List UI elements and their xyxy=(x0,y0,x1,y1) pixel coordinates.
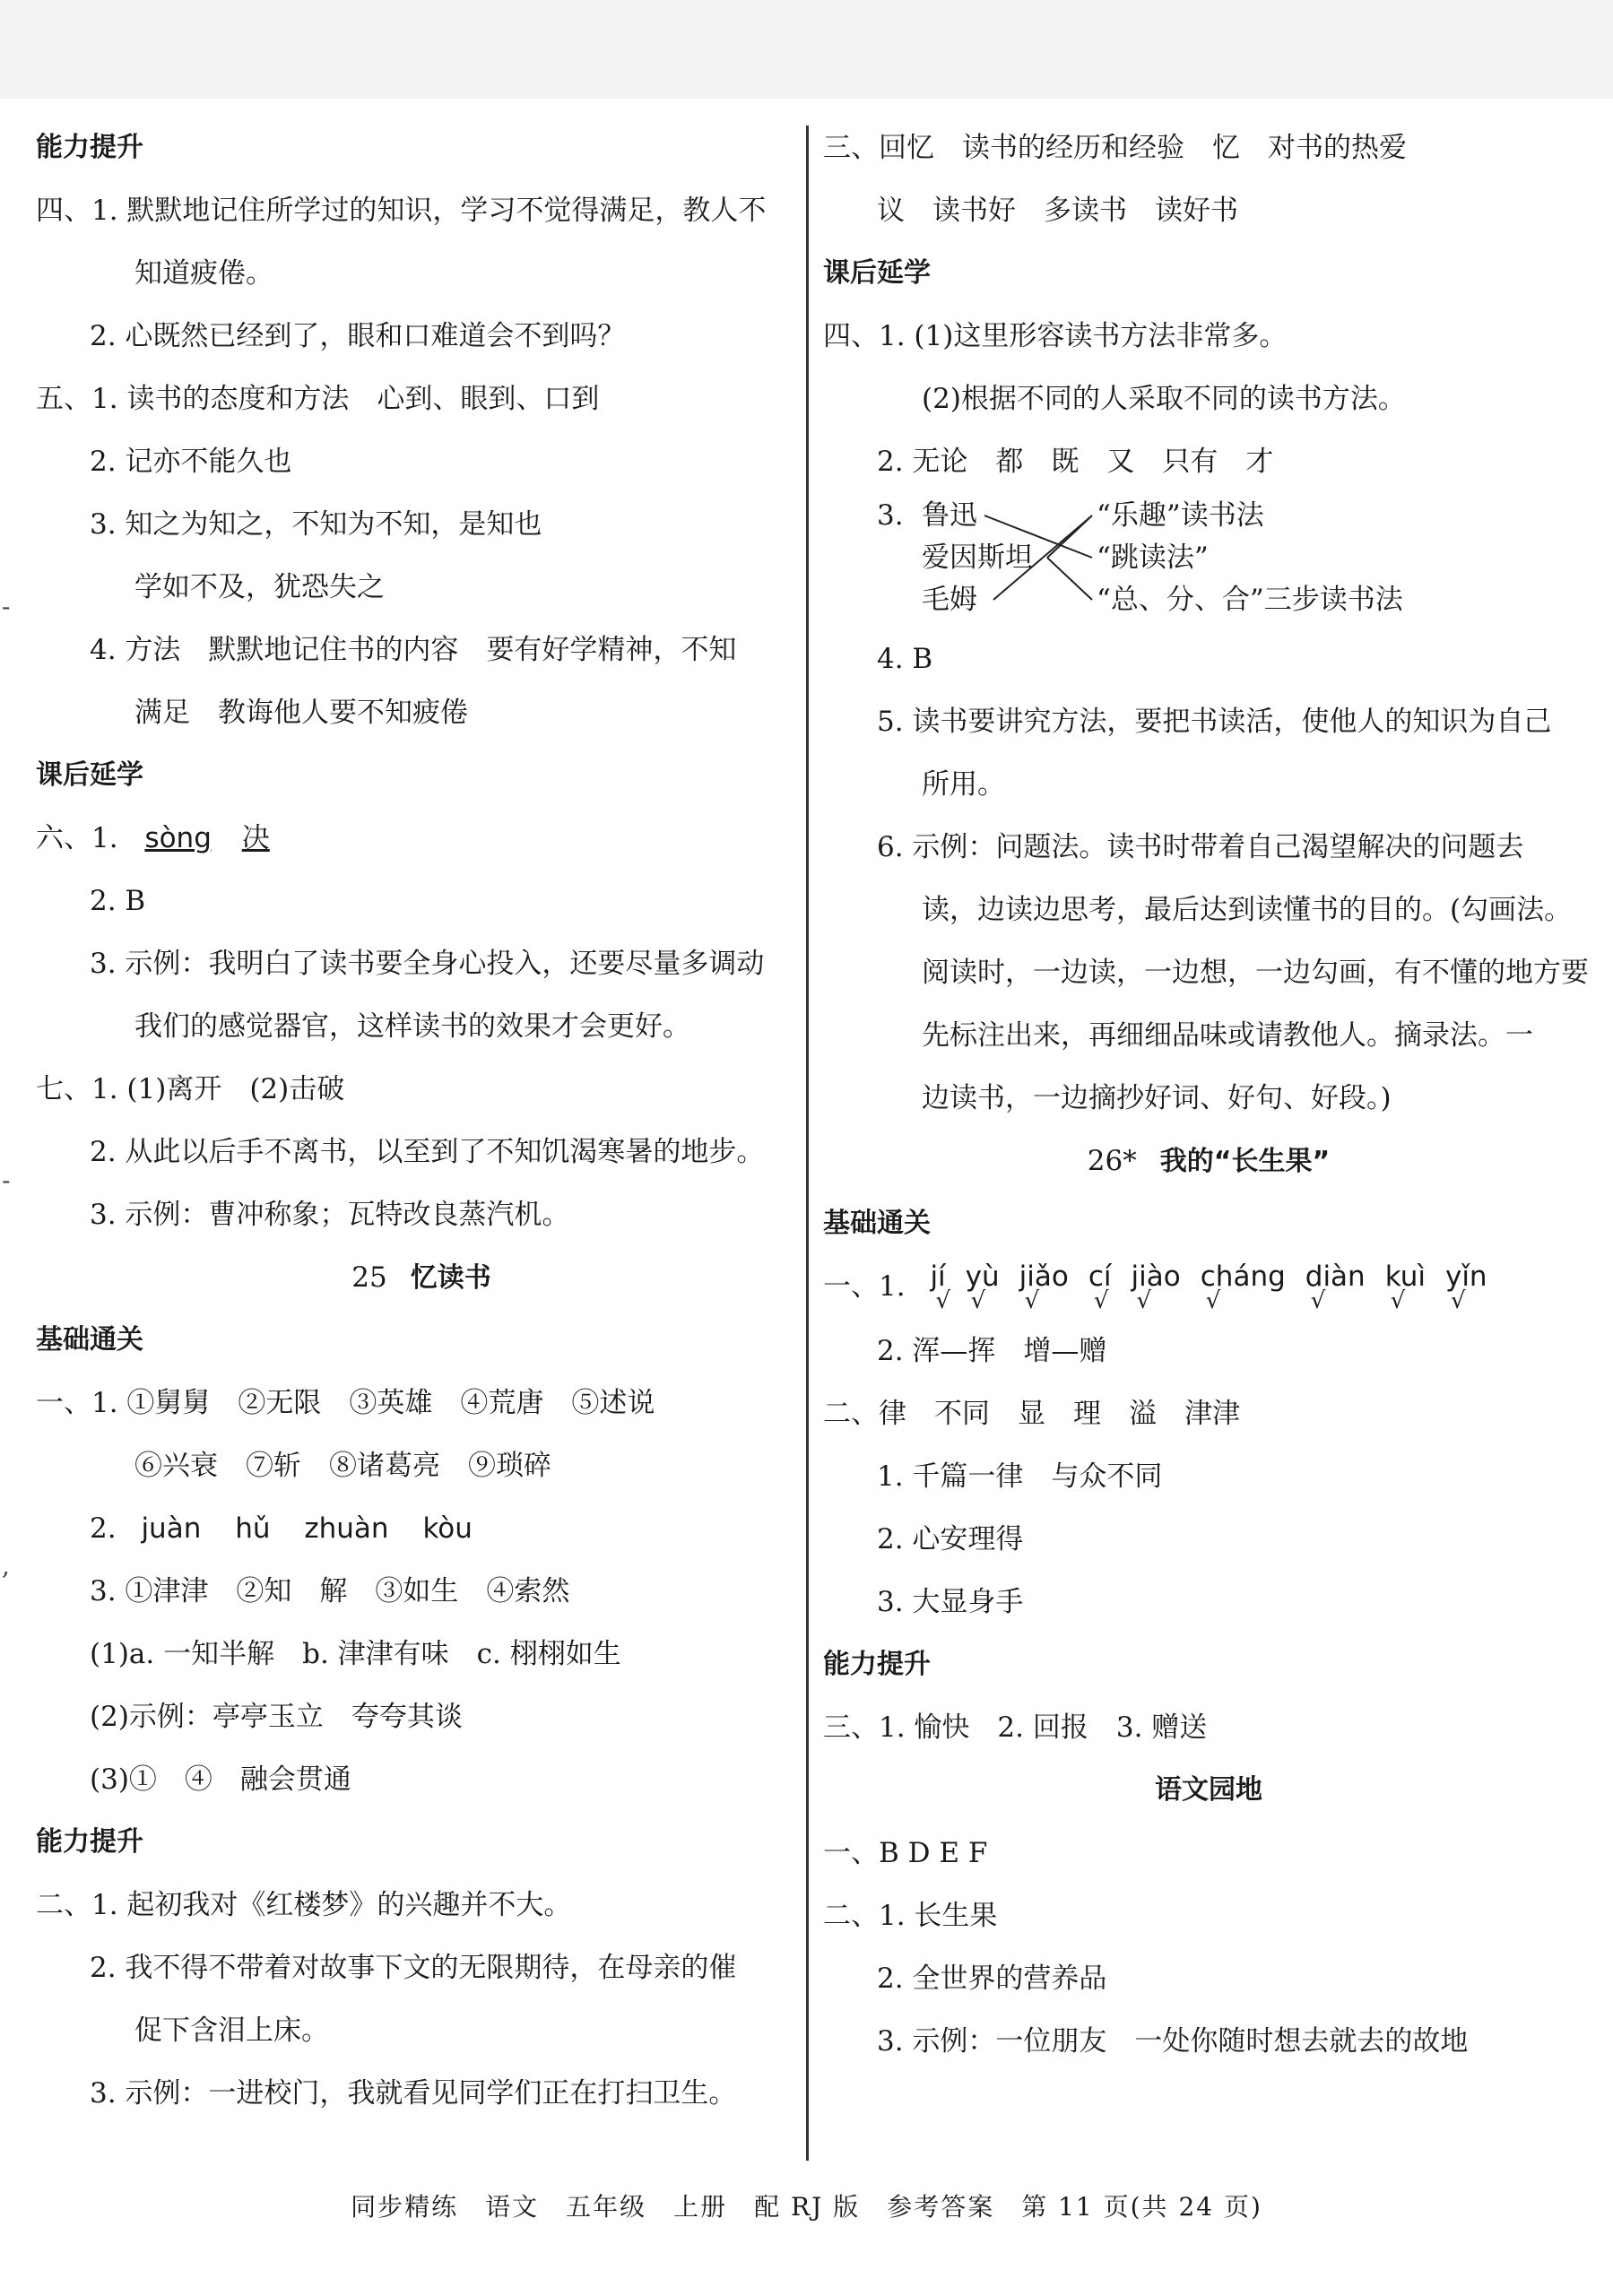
check-mark-icon: √ xyxy=(1024,1287,1040,1314)
answer-line: 我们的感觉器官，这样读书的效果才会更好。 xyxy=(134,1010,690,1043)
answer-line: 2. B xyxy=(90,885,146,917)
answer-line: 3. 示例：一位朋友 一处你随时想去就去的故地 xyxy=(877,2025,1469,2058)
pinyin-answer: yǐn xyxy=(1444,1261,1487,1293)
answer-line: 3. 大显身手 xyxy=(877,1586,1024,1618)
edge-mark: - xyxy=(2,592,11,621)
answer-line: 先标注出来，再细细品味或请教他人。摘录法。一 xyxy=(922,1019,1533,1052)
answer-line: (2)示例：亭亭玉立 夸夸其谈 xyxy=(90,1701,463,1733)
answer-line: 2. 心安理得 xyxy=(877,1523,1024,1555)
match-left-item: 鲁迅 xyxy=(922,499,977,532)
answer-line: 1. 千篇一律 与众不同 xyxy=(877,1460,1163,1493)
answer-line: 四、1. 默默地记住所学过的知识，学习不觉得满足，教人不 xyxy=(36,195,767,227)
answer-line: 二、1. 长生果 xyxy=(823,1900,998,1932)
answer-line: 三、1. 愉快 2. 回报 3. 赠送 xyxy=(823,1711,1208,1744)
pinyin-with-check xyxy=(930,1255,951,1314)
pinyin-answer: jiǎo xyxy=(1019,1261,1069,1293)
match-right-item: “乐趣”读书法 xyxy=(1097,499,1264,532)
section-title: 语文园地 xyxy=(1155,1774,1262,1806)
pinyin-with-check xyxy=(1384,1255,1426,1314)
answer-line: 知道疲倦。 xyxy=(134,257,273,290)
answer-line: 3. 示例：我明白了读书要全身心投入，还要尽量多调动 xyxy=(90,948,765,980)
answer-line: 3. 知之为知之，不知为不知，是知也 xyxy=(90,508,542,541)
pinyin-answer: sòng xyxy=(144,822,212,854)
answer-line: 五、1. 读书的态度和方法 心到、眼到、口到 xyxy=(36,383,600,415)
edge-mark: , xyxy=(2,1551,10,1581)
lesson-number: 26* xyxy=(1087,1145,1137,1177)
match-left-item: 毛姆 xyxy=(922,584,977,616)
answer-line: 边读书，一边摘抄好词、好句、好段。) xyxy=(922,1082,1392,1114)
answer-line: 2. 我不得不带着对故事下文的无限期待，在母亲的催 xyxy=(90,1952,737,1984)
pinyin-line xyxy=(823,1255,1594,1320)
check-mark-icon: √ xyxy=(935,1287,951,1314)
section-heading: 能力提升 xyxy=(36,132,143,163)
answer-line: (1)a. 一知半解 b. 津津有味 c. 栩栩如生 xyxy=(90,1638,621,1670)
answer-line: 一、1. ①舅舅 ②无限 ③英雄 ④荒唐 ⑤述说 xyxy=(36,1387,655,1419)
pinyin-with-check xyxy=(965,1255,1000,1314)
answer-line: 二、律 不同 显 理 溢 津津 xyxy=(823,1398,1240,1430)
answer-line: 2. 全世界的营养品 xyxy=(877,1962,1107,1995)
answer-line: 2. 心既然已经到了，眼和口难道会不到吗？ xyxy=(90,320,626,352)
pinyin-answer: cí xyxy=(1088,1261,1112,1293)
check-mark-icon: √ xyxy=(1310,1287,1326,1314)
lesson-name: 我的“长生果” xyxy=(1159,1146,1331,1177)
answer-line: 二、1. 起初我对《红楼梦》的兴趣并不大。 xyxy=(36,1889,572,1921)
pinyin-with-check xyxy=(1131,1255,1181,1314)
answer-line: 2. 记亦不能久也 xyxy=(90,446,292,478)
pinyin-answer: yù xyxy=(965,1261,1000,1293)
answer-line: 4. 方法 默默地记住书的内容 要有好学精神，不知 xyxy=(90,634,737,666)
lesson-title xyxy=(36,1246,807,1309)
answer-line: 6. 示例：问题法。读书时带着自己渴望解决的问题去 xyxy=(877,831,1524,863)
answer-line: (3)① ④ 融会贯通 xyxy=(90,1763,351,1796)
answer-line: 2. 从此以后手不离书，以至到了不知饥渴寒暑的地步。 xyxy=(90,1136,765,1168)
answer-line: 阅读时，一边读，一边想，一边勾画，有不懂的地方要 xyxy=(922,957,1589,989)
answer-line: 七、1. (1)离开 (2)击破 xyxy=(36,1073,345,1105)
check-mark-icon: √ xyxy=(1450,1287,1466,1314)
pinyin-answer: kuì xyxy=(1384,1261,1426,1293)
answer-line: 3. ①津津 ②知 解 ③如生 ④索然 xyxy=(90,1575,570,1607)
answer-line: 满足 教诲他人要不知疲倦 xyxy=(134,697,468,729)
check-mark-icon: √ xyxy=(1390,1287,1406,1314)
lesson-title xyxy=(823,1130,1594,1192)
pinyin-with-check xyxy=(1305,1255,1366,1314)
answer-line: 读，边读边思考，最后达到读懂书的目的。(勾画法。 xyxy=(922,894,1573,926)
pinyin-answer: jí xyxy=(930,1261,946,1293)
section-heading: 能力提升 xyxy=(823,1649,931,1680)
pinyin-answer: cháng xyxy=(1200,1261,1286,1293)
section-heading: 基础通关 xyxy=(823,1208,931,1239)
pinyin-with-check xyxy=(1444,1255,1487,1314)
check-mark-icon: √ xyxy=(1205,1287,1221,1314)
answer-line: ⑥兴衰 ⑦斩 ⑧诸葛亮 ⑨琐碎 xyxy=(134,1450,551,1482)
pinyin-answer: diàn xyxy=(1305,1261,1366,1293)
check-mark-icon: √ xyxy=(1093,1287,1109,1314)
right-column xyxy=(823,117,1594,2073)
answer-line: 学如不及，犹恐失之 xyxy=(134,571,385,603)
section-heading: 基础通关 xyxy=(36,1324,143,1356)
pinyin-with-check xyxy=(1088,1255,1112,1314)
answer-line: 议 读书好 多读书 读好书 xyxy=(877,195,1238,227)
match-right-item: “跳读法” xyxy=(1097,542,1209,574)
answer-line: 5. 读书要讲究方法，要把书读活，使他人的知识为自己 xyxy=(877,706,1552,738)
pinyin-with-check xyxy=(1019,1255,1069,1314)
lesson-name: 忆读书 xyxy=(410,1262,491,1294)
section-heading: 课后延学 xyxy=(36,759,143,791)
match-left-item: 爱因斯坦 xyxy=(922,542,1033,574)
pinyin-row xyxy=(914,1261,1487,1314)
answer-line: 4. B xyxy=(877,643,933,675)
top-band xyxy=(0,0,1613,99)
answer-line: 3. 示例：一进校门，我就看见同学们正在打扫卫生。 xyxy=(90,2077,737,2110)
edge-mark: - xyxy=(2,1165,11,1195)
question-number: 六、1. xyxy=(36,822,118,854)
character-answer: 决 xyxy=(241,822,270,854)
answer-line: 2. 浑—挥 增—赠 xyxy=(877,1335,1107,1367)
answer-line: 2. 无论 都 既 又 只有 才 xyxy=(877,446,1274,478)
question-number: 2. xyxy=(90,1512,117,1545)
pinyin-answer: jiào xyxy=(1131,1261,1181,1293)
pinyin-answer: kòu xyxy=(422,1512,473,1545)
pinyin-answer: juàn xyxy=(141,1512,202,1545)
answer-line: 一、B D E F xyxy=(823,1837,988,1869)
answer-line: 四、1. (1)这里形容读书方法非常多。 xyxy=(823,320,1288,352)
page-footer: 同步精练 语文 五年级 上册 配 RJ 版 参考答案 第 11 页(共 24 页) xyxy=(351,2192,1262,2222)
question-number: 3. xyxy=(877,499,904,532)
answer-line: 3. 示例：曹冲称象；瓦特改良蒸汽机。 xyxy=(90,1199,570,1231)
pinyin-line xyxy=(36,1497,807,1560)
match-right-item: “总、分、合”三步读书法 xyxy=(1097,584,1403,616)
matching-diagram xyxy=(823,493,1594,628)
pinyin-answer: zhuàn xyxy=(304,1512,389,1545)
pinyin-with-check xyxy=(1200,1255,1286,1314)
answer-line xyxy=(36,807,807,870)
section-heading: 能力提升 xyxy=(36,1826,143,1858)
answer-line: 促下含泪上床。 xyxy=(134,2014,329,2047)
answer-line: 所用。 xyxy=(922,768,1005,801)
check-mark-icon: √ xyxy=(970,1287,986,1314)
left-column xyxy=(36,117,807,2125)
answer-line: (2)根据不同的人采取不同的读书方法。 xyxy=(922,383,1406,415)
check-mark-icon: √ xyxy=(1136,1287,1152,1314)
lesson-number: 25 xyxy=(351,1261,387,1294)
pinyin-answer: hǔ xyxy=(235,1512,271,1545)
question-number: 一、1. xyxy=(823,1270,906,1303)
answer-line: 三、回忆 读书的经历和经验 忆 对书的热爱 xyxy=(823,132,1407,164)
section-heading: 课后延学 xyxy=(823,257,931,289)
